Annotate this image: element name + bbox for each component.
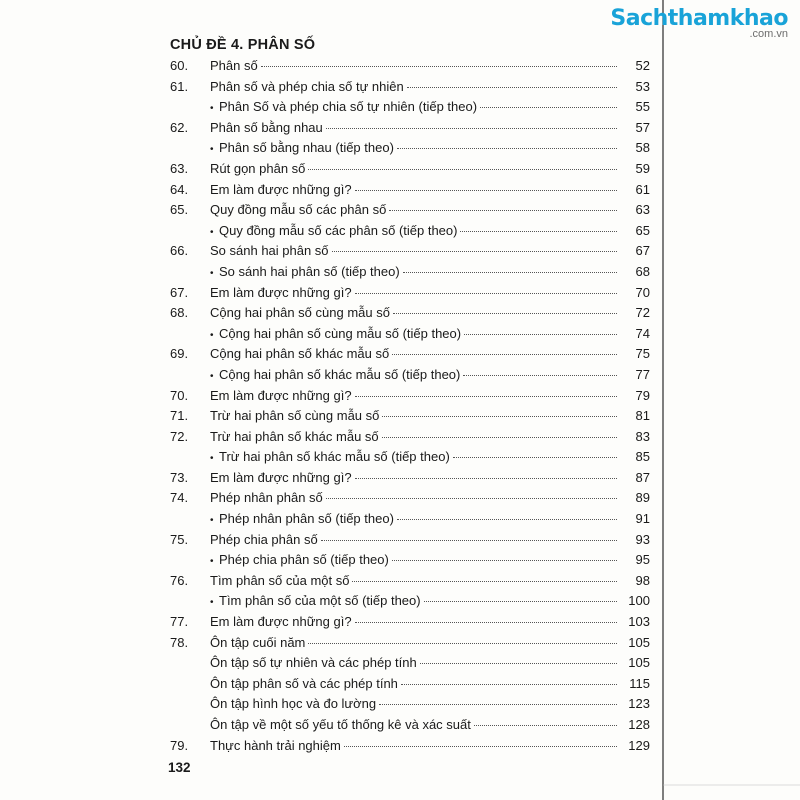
toc-entry-title: Phân số [210, 58, 258, 73]
dot-leader [453, 457, 617, 458]
dot-leader [332, 251, 617, 252]
toc-entry [170, 99, 650, 120]
toc-entry-title: Em làm được những gì? [210, 469, 352, 485]
dot-leader [326, 498, 617, 499]
dot-leader [401, 684, 617, 685]
toc-entry-number: 73. [170, 469, 189, 485]
toc-entry [170, 305, 650, 326]
toc-entry-page: 67 [635, 243, 650, 259]
toc-entry-number: 68. [170, 305, 189, 321]
toc-entry-number: 79. [170, 737, 189, 753]
toc-entry-page: 100 [628, 593, 650, 609]
toc-entry [170, 696, 650, 717]
toc-entry-page: 98 [635, 572, 650, 588]
toc-entry [170, 58, 650, 79]
toc-entry-title: Trừ hai phân số khác mẫu số [210, 428, 379, 444]
toc-entry-page: 55 [635, 99, 650, 115]
toc-entry [170, 264, 650, 285]
toc-entry [170, 593, 650, 614]
toc-entry-title: So sánh hai phân số [210, 243, 329, 259]
bullet-icon: • [210, 267, 214, 279]
dot-leader [326, 128, 617, 129]
toc-entry-title: Ôn tập hình học và đo lường [210, 696, 377, 712]
bullet-icon: • [210, 453, 214, 465]
toc-entry-page: 63 [635, 202, 650, 218]
toc-entry-page: 81 [635, 408, 650, 424]
dot-leader [308, 169, 617, 170]
toc-entry-number: 78. [170, 634, 189, 650]
toc-entry [170, 511, 650, 532]
watermark-domain: .com.vn [749, 28, 788, 40]
toc-entry-title: Thực hành trải nghiệm [210, 737, 341, 753]
toc-entry [170, 285, 650, 306]
dot-leader [424, 601, 617, 602]
toc-entry-page: 91 [635, 511, 650, 527]
toc-entry-page: 52 [635, 58, 650, 73]
toc-entry [170, 161, 650, 182]
dot-leader [407, 87, 617, 88]
toc-entry-number: 61. [170, 78, 189, 94]
toc-entry-page: 79 [635, 387, 650, 403]
dot-leader [308, 643, 617, 644]
toc-entry-title: Ôn tập cuối năm [210, 634, 306, 650]
toc-entry-page: 105 [628, 634, 650, 650]
toc-entry [170, 614, 650, 635]
dot-leader [397, 148, 617, 149]
toc-entry [170, 202, 650, 223]
toc-entry-title: Quy đồng mẫu số các phân số (tiếp theo) [219, 222, 458, 238]
toc-entry-title: Ôn tập về một số yếu tố thống kê và xác suất [210, 717, 471, 732]
toc-entry-page: 61 [635, 181, 650, 197]
toc-entry [170, 429, 650, 450]
toc-entry-page: 68 [635, 263, 650, 279]
toc-entry-title: Tìm phân số của một số (tiếp theo) [219, 593, 421, 609]
dot-leader [420, 663, 617, 664]
toc-entry-number: 72. [170, 428, 189, 444]
toc-entry-number: 77. [170, 614, 189, 630]
toc-entry [170, 490, 650, 511]
toc-entry-title: Rút gọn phân số [210, 160, 306, 176]
toc-entry-number: 63. [170, 160, 189, 176]
dot-leader [379, 704, 617, 705]
dot-leader [460, 231, 617, 232]
toc-entry-title: Em làm được những gì? [210, 181, 352, 197]
toc-entry-title: Phân số bằng nhau (tiếp theo) [219, 140, 394, 156]
toc-entry-title: Tìm phân số của một số [210, 572, 350, 588]
toc-entry-page: 72 [635, 305, 650, 321]
toc-entry-page: 70 [635, 284, 650, 300]
toc-entry-title: Phân số và phép chia số tự nhiên [210, 78, 404, 94]
toc-entry [170, 573, 650, 594]
toc-entry-number: 67. [170, 284, 189, 300]
toc-entry-number: 60. [170, 58, 189, 73]
toc-entry [170, 140, 650, 161]
toc-entry-page: 74 [635, 325, 650, 341]
dot-leader [355, 478, 617, 479]
toc-entry [170, 655, 650, 676]
toc-entry [170, 367, 650, 388]
toc-entry-title: Cộng hai phân số khác mẫu số [210, 346, 390, 362]
toc-entry [170, 532, 650, 553]
dot-leader [392, 354, 617, 355]
toc-entry-number: 76. [170, 572, 189, 588]
toc-entry [170, 552, 650, 573]
toc-entry-title: Trừ hai phân số cùng mẫu số [210, 408, 380, 424]
dot-leader [355, 396, 617, 397]
toc-entry-title: So sánh hai phân số (tiếp theo) [219, 263, 400, 279]
toc-entry-title: Phép chia phân số (tiếp theo) [219, 552, 389, 568]
toc-entry-title: Em làm được những gì? [210, 284, 352, 300]
table-of-contents [170, 58, 650, 758]
toc-entry-number: 62. [170, 119, 189, 135]
dot-leader [382, 416, 617, 417]
toc-entry-page: 59 [635, 160, 650, 176]
dot-leader [403, 272, 617, 273]
watermark-logo [610, 6, 788, 40]
bullet-icon: • [210, 103, 214, 115]
bullet-icon: • [210, 226, 214, 238]
toc-entry-page: 65 [635, 222, 650, 238]
toc-entry-title: Cộng hai phân số cùng mẫu số [210, 305, 390, 321]
toc-entry-title: Cộng hai phân số cùng mẫu số (tiếp theo) [219, 325, 462, 341]
toc-entry [170, 676, 650, 697]
toc-entry [170, 120, 650, 141]
toc-entry-page: 57 [635, 119, 650, 135]
dot-leader [397, 519, 617, 520]
dot-leader [261, 66, 617, 67]
toc-entry-page: 128 [628, 717, 650, 732]
toc-entry-page: 87 [635, 469, 650, 485]
toc-entry-number: 70. [170, 387, 189, 403]
toc-entry-page: 77 [635, 366, 650, 382]
toc-entry-page: 103 [628, 614, 650, 630]
toc-entry-title: Trừ hai phân số khác mẫu số (tiếp theo) [219, 449, 450, 465]
toc-entry-title: Ôn tập phân số và các phép tính [210, 675, 398, 691]
toc-entry-number: 74. [170, 490, 189, 506]
toc-entry [170, 243, 650, 264]
dot-leader [355, 190, 617, 191]
dot-leader [382, 437, 617, 438]
dot-leader [389, 210, 617, 211]
bullet-icon: • [210, 515, 214, 527]
toc-entry-title: Phân Số và phép chia số tự nhiên (tiếp theo) [219, 99, 478, 115]
dot-leader [464, 334, 617, 335]
toc-entry-number: 65. [170, 202, 189, 218]
toc-entry-title: Phép nhân phân số (tiếp theo) [219, 511, 394, 527]
toc-entry-title: Phép nhân phân số [210, 490, 323, 506]
toc-entry [170, 223, 650, 244]
toc-entry-title: Phân số bằng nhau [210, 119, 323, 135]
dot-leader [480, 107, 617, 108]
dot-leader [393, 313, 617, 314]
toc-entry-page: 58 [635, 140, 650, 156]
toc-entry-number: 71. [170, 408, 189, 424]
toc-entry-page: 53 [635, 78, 650, 94]
toc-entry-title: Quy đồng mẫu số các phân số [210, 202, 387, 218]
toc-entry [170, 408, 650, 429]
toc-entry [170, 449, 650, 470]
dot-leader [474, 725, 617, 726]
toc-entry-title: Phép chia phân số [210, 531, 318, 547]
dot-leader [321, 540, 617, 541]
dot-leader [344, 746, 617, 747]
toc-entry [170, 635, 650, 656]
toc-entry [170, 388, 650, 409]
toc-entry-title: Em làm được những gì? [210, 387, 352, 403]
bullet-icon: • [210, 370, 214, 382]
watermark-brand: Sachthamkhao [610, 6, 788, 31]
dot-leader [463, 375, 617, 376]
toc-entry [170, 79, 650, 100]
bullet-icon: • [210, 556, 214, 568]
toc-entry-page: 129 [628, 737, 650, 753]
toc-entry-page: 115 [629, 675, 650, 691]
toc-entry-number: 75. [170, 531, 189, 547]
bullet-icon: • [210, 597, 214, 609]
toc-entry-title: Em làm được những gì? [210, 614, 352, 630]
toc-entry-page: 75 [635, 346, 650, 362]
dot-leader [392, 560, 617, 561]
toc-entry [170, 717, 650, 738]
toc-entry-page: 95 [635, 552, 650, 568]
toc-entry [170, 346, 650, 367]
toc-entry-number: 66. [170, 243, 189, 259]
toc-entry-page: 83 [635, 428, 650, 444]
dot-leader [355, 293, 617, 294]
page-number: 132 [168, 760, 191, 775]
toc-entry-page: 89 [635, 490, 650, 506]
toc-entry [170, 470, 650, 491]
toc-entry-page: 93 [635, 531, 650, 547]
bullet-icon: • [210, 329, 214, 341]
toc-entry [170, 738, 650, 759]
dot-leader [352, 581, 617, 582]
toc-entry-title: Cộng hai phân số khác mẫu số (tiếp theo) [219, 366, 461, 382]
toc-entry [170, 326, 650, 347]
toc-entry-page: 123 [628, 696, 650, 712]
toc-entry [170, 182, 650, 203]
toc-entry-number: 64. [170, 181, 189, 197]
toc-entry-page: 85 [635, 449, 650, 465]
dot-leader [355, 622, 617, 623]
bullet-icon: • [210, 144, 214, 156]
toc-entry-page: 105 [628, 655, 650, 671]
chapter-title: CHỦ ĐỀ 4. PHÂN SỐ [170, 37, 316, 53]
toc-entry-number: 69. [170, 346, 189, 362]
toc-entry-title: Ôn tập số tự nhiên và các phép tính [210, 655, 417, 671]
